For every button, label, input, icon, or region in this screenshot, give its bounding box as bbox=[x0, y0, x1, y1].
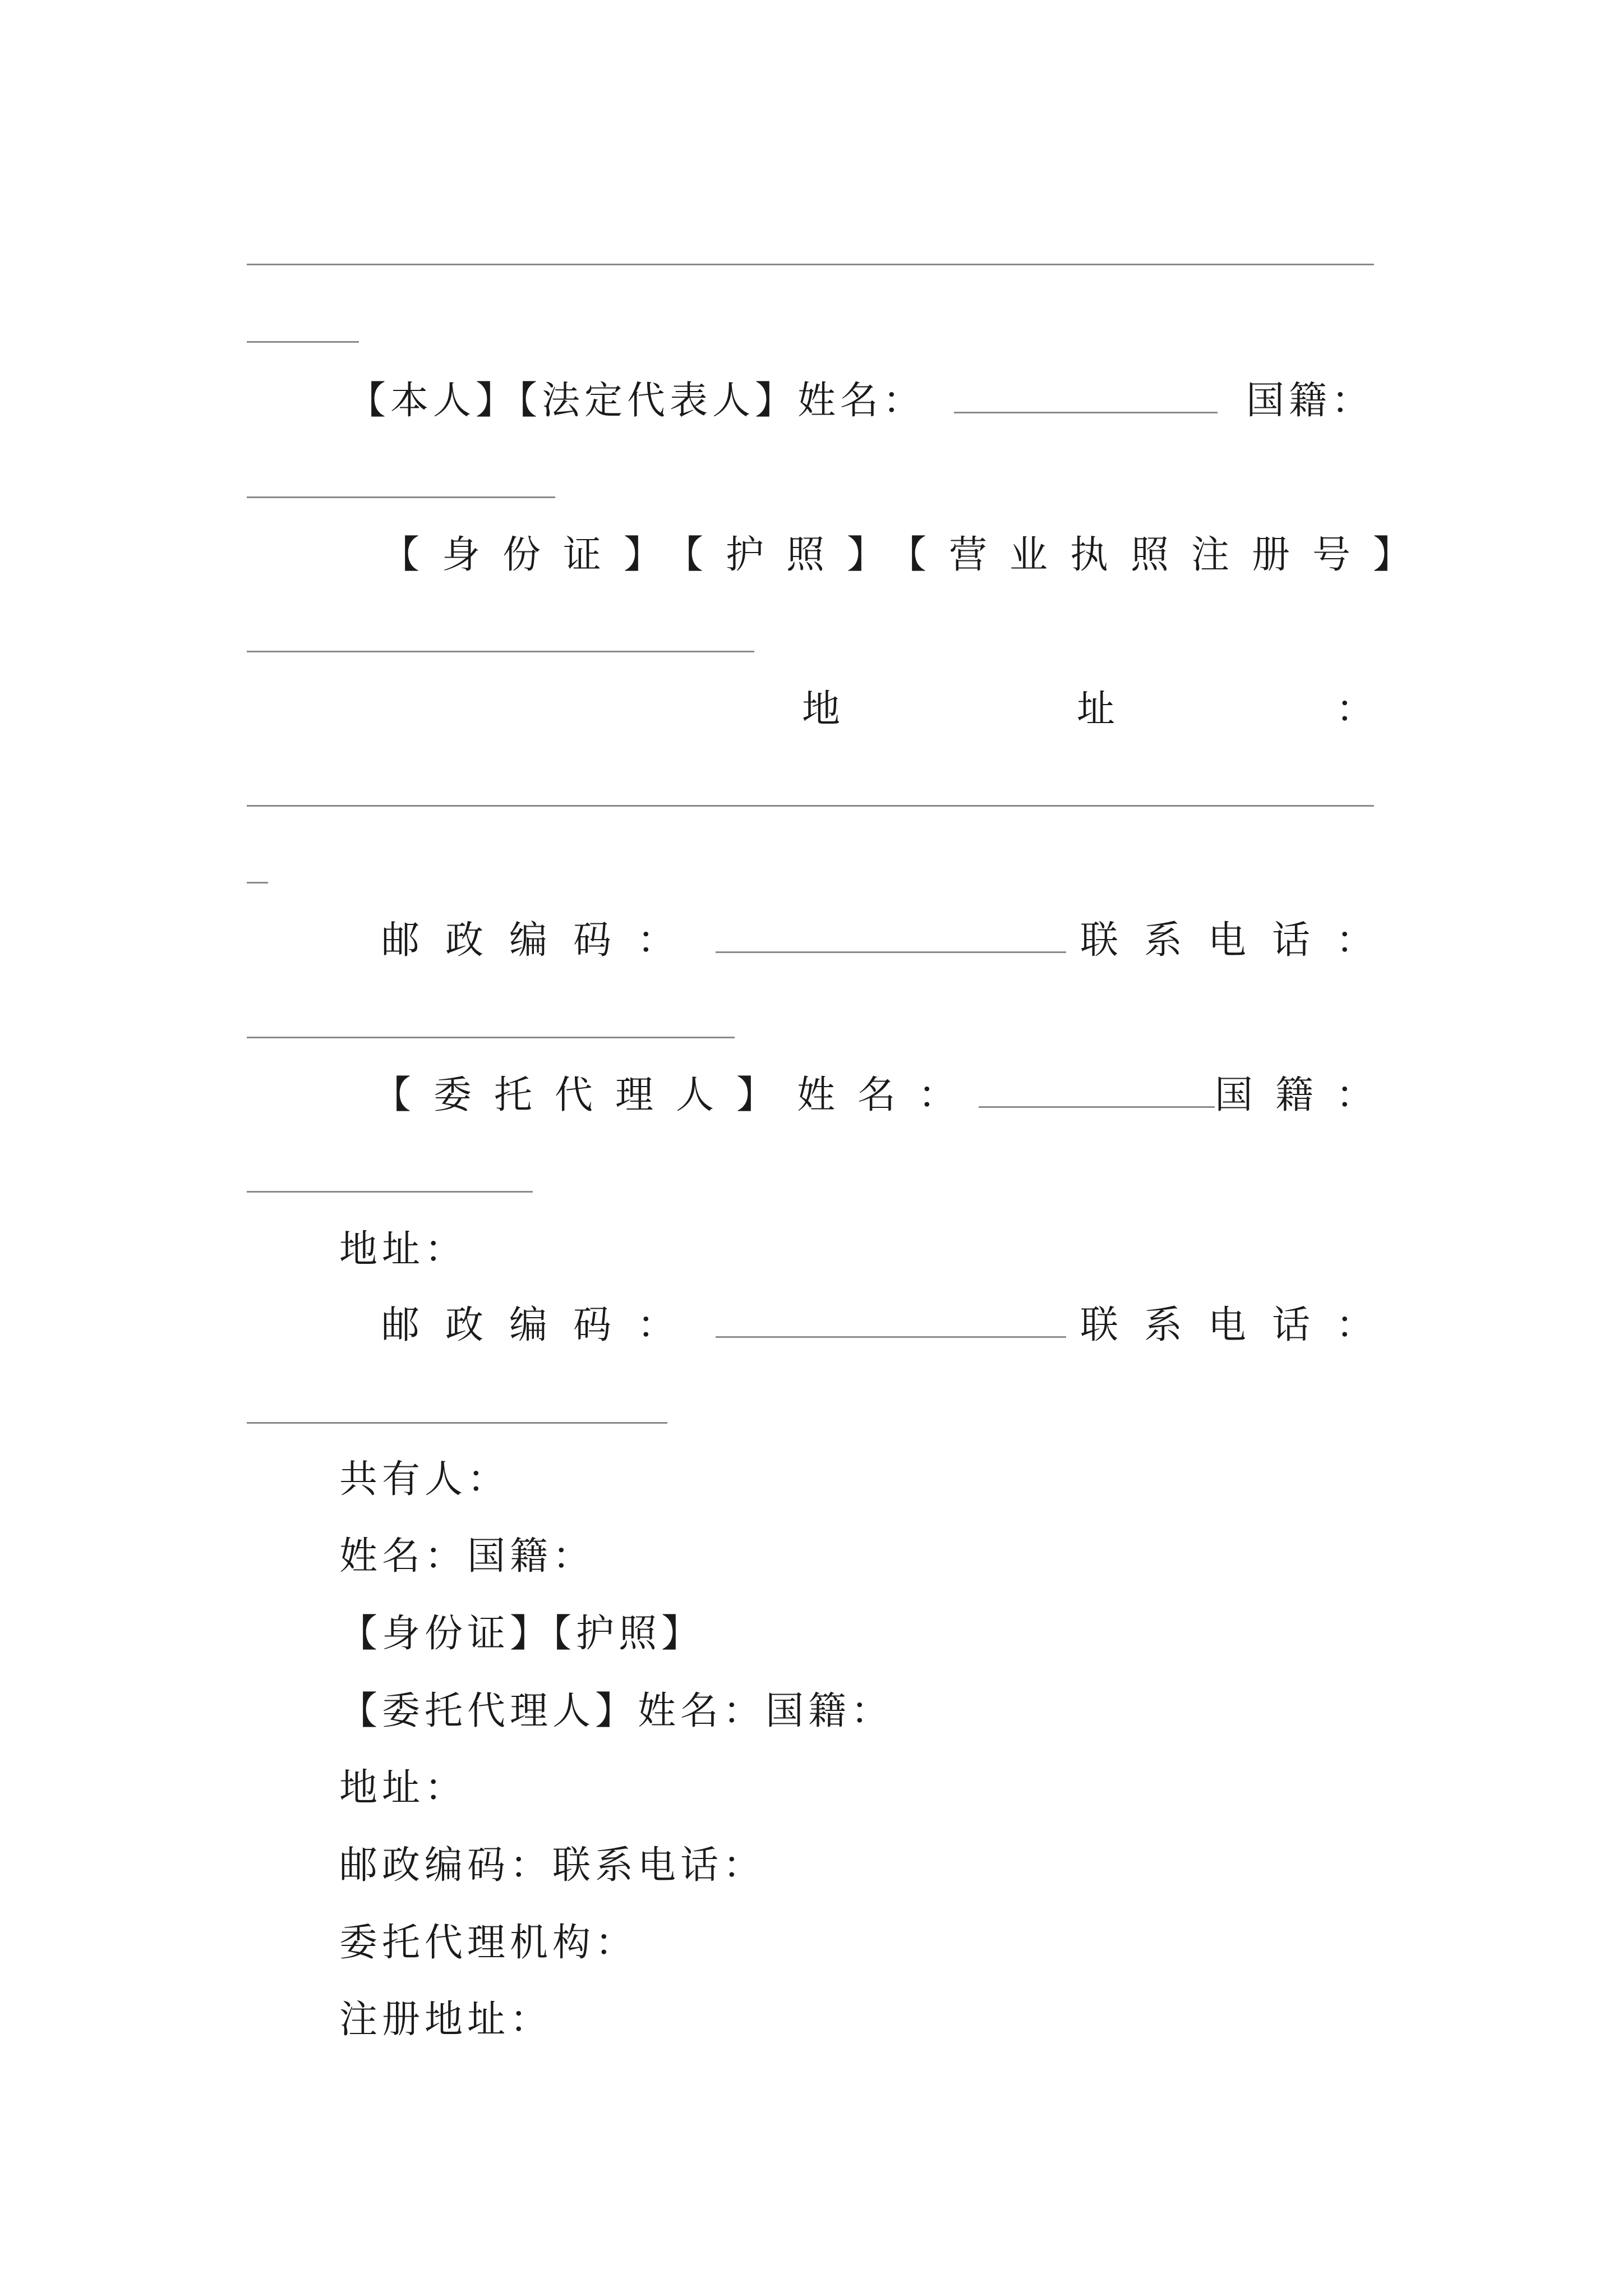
address-char-2: 址 bbox=[1077, 687, 1115, 731]
applicant-id-line bbox=[381, 530, 1434, 581]
address-blank-rule[interactable] bbox=[247, 805, 1374, 807]
co-owner-heading bbox=[339, 1455, 510, 1505]
applicant-role-label: 【本人】【法定代表人】姓名： bbox=[348, 379, 926, 423]
applicant-address-line bbox=[802, 684, 1374, 735]
co-owner-name-line bbox=[339, 1531, 595, 1582]
agent-role-label: 【委托代理人】姓名： bbox=[373, 1073, 979, 1117]
agent-name-blank[interactable] bbox=[979, 1071, 1215, 1108]
co-owner-registered-address-text: 注册地址： bbox=[339, 1998, 553, 2042]
phone-blank-rule[interactable] bbox=[247, 1037, 735, 1038]
applicant-id-types: 【身份证】【护照】【营业执照注册号】 bbox=[381, 533, 1434, 577]
co-owner-address-text: 地址： bbox=[339, 1766, 468, 1810]
agent-postcode-line bbox=[381, 1300, 1400, 1351]
co-owner-heading-text: 共有人： bbox=[339, 1457, 510, 1502]
agent-address-line bbox=[339, 1225, 467, 1275]
co-owner-agent-text: 【委托代理人】姓名：国籍： bbox=[339, 1689, 894, 1733]
co-owner-postcode-line bbox=[339, 1841, 766, 1891]
co-owner-name-text: 姓名：国籍： bbox=[339, 1534, 596, 1579]
blank-rule bbox=[247, 264, 1374, 265]
applicant-postcode-line bbox=[381, 915, 1400, 966]
agent-phone-label: 联系电话： bbox=[1080, 1303, 1400, 1347]
applicant-nationality-label: 国籍： bbox=[1246, 379, 1374, 423]
co-owner-agency-line bbox=[339, 1918, 638, 1968]
applicant-postcode-blank[interactable] bbox=[716, 917, 1066, 953]
co-owner-agent-line bbox=[339, 1686, 893, 1737]
agent-nationality-blank-rule[interactable] bbox=[247, 1191, 533, 1193]
blank-rule bbox=[247, 341, 359, 343]
agent-postcode-blank[interactable] bbox=[716, 1301, 1066, 1338]
agent-address-label: 地址： bbox=[339, 1227, 468, 1272]
applicant-phone-label: 联系电话： bbox=[1080, 918, 1400, 963]
applicant-name-line bbox=[348, 376, 1374, 426]
co-owner-postcode-text: 邮政编码：联系电话： bbox=[339, 1843, 766, 1888]
agent-name-line bbox=[373, 1070, 1396, 1121]
co-owner-id-line bbox=[339, 1609, 704, 1659]
agent-postcode-label: 邮政编码： bbox=[381, 1303, 702, 1347]
address-blank-rule-cont[interactable] bbox=[247, 882, 268, 884]
co-owner-address-line bbox=[339, 1763, 467, 1814]
id-number-blank-rule[interactable] bbox=[247, 651, 754, 652]
applicant-name-blank[interactable] bbox=[954, 377, 1218, 413]
agent-phone-blank-rule[interactable] bbox=[247, 1422, 667, 1424]
co-owner-agency-text: 委托代理机构： bbox=[339, 1921, 638, 1965]
address-char-1: 地 bbox=[802, 687, 841, 731]
agent-nationality-label: 国籍： bbox=[1214, 1073, 1396, 1117]
co-owner-id-text: 【身份证】【护照】 bbox=[339, 1612, 704, 1656]
co-owner-registered-address-line bbox=[339, 1995, 552, 2045]
address-colon: ： bbox=[1335, 687, 1374, 731]
nationality-blank-rule[interactable] bbox=[247, 496, 555, 498]
applicant-postcode-label: 邮政编码： bbox=[381, 918, 702, 963]
